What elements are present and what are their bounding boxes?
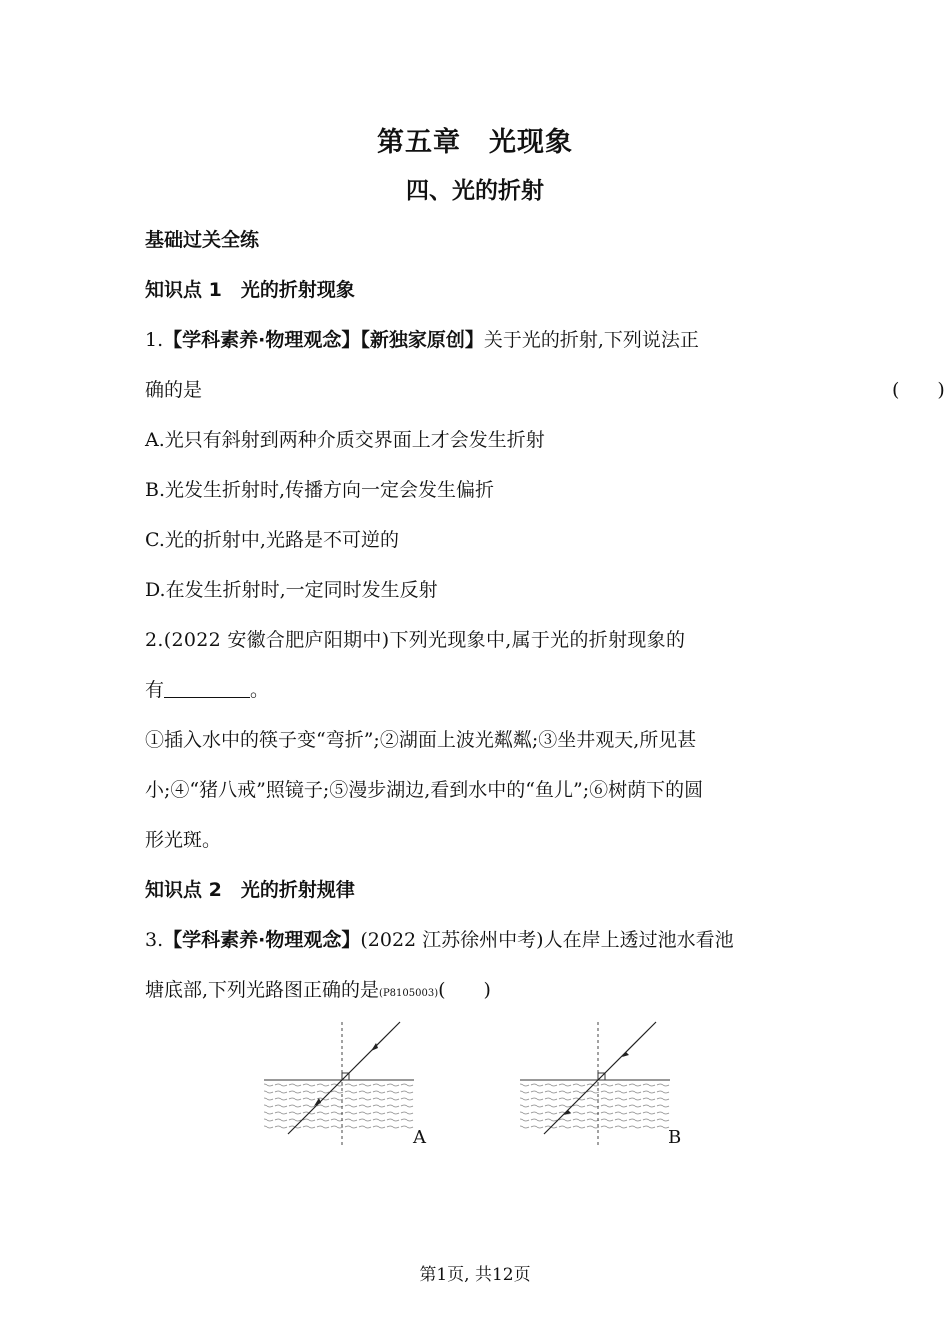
q3-line1 <box>145 925 810 955</box>
q3-code: (P8105003) <box>379 988 439 999</box>
figure-b-diagram <box>516 1018 676 1150</box>
knowledge-point-label: 知识点 1 <box>145 279 222 301</box>
q1-stem-cont: 确的是 <box>145 379 203 401</box>
q1-line2 <box>145 375 945 405</box>
q1-number: 1. <box>145 329 164 351</box>
q1-option-a: A.光只有斜射到两种介质交界面上才会发生折射 <box>145 429 545 451</box>
q2-items-line1: ①插入水中的筷子变“弯折”;②湖面上波光粼粼;③坐井观天,所见甚 <box>145 729 697 751</box>
refracted-ray <box>598 1022 656 1080</box>
q3-stem-cont: 塘底部,下列光路图正确的是 <box>145 979 380 1001</box>
q3-tags: 【学科素养·物理观念】 <box>163 929 361 951</box>
q2-items-line3: 形光斑。 <box>145 829 222 851</box>
q3-line2 <box>145 975 810 1009</box>
page-footer: 第1页, 共12页 <box>419 1265 531 1285</box>
q2-line1: 2.(2022 安徽合肥庐阳期中)下列光现象中,属于光的折射现象的 <box>145 629 686 651</box>
figure-a-diagram <box>260 1018 420 1150</box>
q2-items-line2: 小;④“猪八戒”照镜子;⑤漫步湖边,看到水中的“鱼儿”;⑥树荫下的圆 <box>145 779 704 801</box>
q2-answer-blank[interactable] <box>164 677 250 698</box>
q3-stem: (2022 江苏徐州中考)人在岸上透过池水看池 <box>360 929 734 951</box>
q1-tags: 【学科素养·物理观念】【新独家原创】 <box>163 329 484 351</box>
knowledge-point-title: 光的折射现象 <box>240 279 355 301</box>
q1-stem: 关于光的折射,下列说法正 <box>483 329 699 351</box>
knowledge-point-label: 知识点 2 <box>145 879 222 901</box>
q1-option-b: B.光发生折射时,传播方向一定会发生偏折 <box>145 479 495 501</box>
q1-line1 <box>145 325 810 355</box>
section-title: 四、光的折射 <box>406 178 544 204</box>
knowledge-point-title: 光的折射规律 <box>240 879 355 901</box>
q2-suffix: 。 <box>250 679 270 701</box>
q3-number: 3. <box>145 929 164 951</box>
knowledge-point-2 <box>145 875 810 905</box>
knowledge-point-1 <box>145 275 810 305</box>
ray-arrow-icon <box>371 1043 378 1051</box>
water-region <box>264 1080 414 1130</box>
water-region <box>520 1080 670 1130</box>
q2-line2 <box>145 675 810 705</box>
page-title: 第五章 光现象 <box>377 127 573 158</box>
q1-option-c: C.光的折射中,光路是不可逆的 <box>145 529 399 551</box>
q2-prefix: 有 <box>145 679 165 701</box>
section-heading: 基础过关全练 <box>145 229 260 251</box>
figure-a-label: A <box>413 1127 426 1148</box>
figure-b-label: B <box>668 1127 682 1148</box>
q3-answer-paren: ( ) <box>438 979 491 1001</box>
q1-answer-paren: ( ) <box>892 379 945 401</box>
q1-option-d: D.在发生折射时,一定同时发生反射 <box>145 579 438 601</box>
